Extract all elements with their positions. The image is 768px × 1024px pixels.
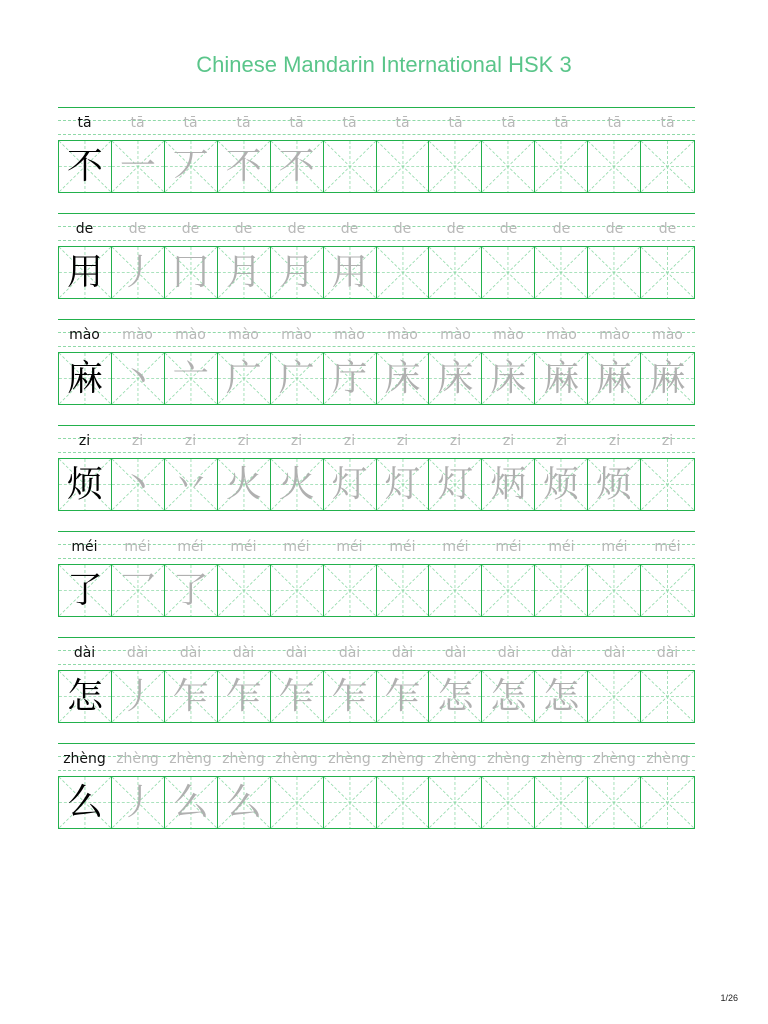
pinyin-trace: méi	[442, 539, 469, 555]
model-character: 么	[66, 781, 103, 823]
guide-lines	[324, 141, 376, 192]
practice-cell[interactable]	[324, 141, 377, 192]
model-cell	[59, 141, 112, 192]
guide-lines	[482, 141, 534, 192]
pinyin-trace: de	[605, 221, 624, 237]
stroke-trace: 灯	[437, 463, 474, 505]
practice-cell[interactable]	[271, 459, 324, 510]
stroke-trace: 乍	[225, 675, 262, 717]
pinyin-trace: tā	[395, 115, 410, 131]
practice-cell[interactable]	[377, 247, 430, 298]
practice-row	[58, 425, 695, 531]
practice-cell[interactable]	[218, 777, 271, 828]
practice-cell[interactable]	[482, 459, 535, 510]
pinyin-label: tā	[77, 115, 92, 131]
model-character: 怎	[66, 675, 103, 717]
pinyin-trace: zi	[396, 433, 409, 449]
practice-cell[interactable]	[112, 671, 165, 722]
pinyin-trace: de	[287, 221, 306, 237]
pinyin-label: zi	[78, 433, 91, 449]
practice-cell[interactable]	[429, 459, 482, 510]
practice-cell[interactable]	[429, 565, 482, 616]
practice-cell[interactable]	[588, 459, 641, 510]
pinyin-trace: dài	[444, 645, 467, 661]
practice-cell[interactable]	[218, 671, 271, 722]
practice-cell[interactable]	[377, 565, 430, 616]
pinyin-trace: mào	[652, 327, 683, 343]
guide-lines	[535, 777, 587, 828]
practice-cell[interactable]	[588, 247, 641, 298]
pinyin-trace: mào	[122, 327, 153, 343]
model-character: 用	[66, 251, 103, 293]
practice-cell[interactable]	[324, 247, 377, 298]
practice-cell[interactable]	[112, 777, 165, 828]
practice-cell[interactable]	[482, 247, 535, 298]
pinyin-label: mào	[69, 327, 100, 343]
practice-cell[interactable]	[324, 777, 377, 828]
pinyin-trace: de	[446, 221, 465, 237]
pinyin-trace: de	[499, 221, 518, 237]
practice-cell[interactable]	[112, 247, 165, 298]
guide-lines	[535, 565, 587, 616]
guide-lines	[641, 565, 694, 616]
guide-lines	[377, 777, 429, 828]
practice-cell[interactable]	[324, 459, 377, 510]
guide-lines	[588, 247, 640, 298]
model-character: 麻	[66, 357, 103, 399]
pinyin-trace: zhèng	[169, 751, 212, 767]
page-number: 1/26	[720, 993, 738, 1003]
guide-lines	[271, 565, 323, 616]
practice-row	[58, 743, 695, 849]
practice-cell[interactable]	[271, 141, 324, 192]
practice-cell[interactable]	[482, 141, 535, 192]
pinyin-trace: de	[234, 221, 253, 237]
practice-cell[interactable]	[324, 565, 377, 616]
model-cell	[59, 459, 112, 510]
pinyin-trace: dài	[338, 645, 361, 661]
character-grid	[58, 246, 695, 299]
pinyin-trace: zhèng	[646, 751, 689, 767]
guide-lines	[324, 565, 376, 616]
pinyin-trace: dài	[126, 645, 149, 661]
practice-row	[58, 319, 695, 425]
pinyin-trace: tā	[130, 115, 145, 131]
character-grid	[58, 670, 695, 723]
pinyin-trace: tā	[448, 115, 463, 131]
practice-cell[interactable]	[429, 353, 482, 404]
practice-cell[interactable]	[535, 565, 588, 616]
guide-lines	[588, 777, 640, 828]
pinyin-trace: dài	[656, 645, 679, 661]
pinyin-trace: méi	[124, 539, 151, 555]
model-character: 了	[66, 569, 103, 611]
practice-cell[interactable]	[165, 671, 218, 722]
model-cell	[59, 565, 112, 616]
practice-cell[interactable]	[324, 671, 377, 722]
stroke-trace: 怎	[490, 675, 527, 717]
pinyin-label: zhèng	[63, 751, 106, 767]
stroke-trace: 乍	[278, 675, 315, 717]
stroke-trace: 丶	[119, 357, 156, 399]
pinyin-row	[58, 107, 695, 134]
page-title: Chinese Mandarin International HSK 3	[196, 52, 572, 77]
practice-cell[interactable]	[112, 353, 165, 404]
pinyin-trace: zi	[502, 433, 515, 449]
practice-cell[interactable]	[641, 353, 694, 404]
pinyin-trace: dài	[285, 645, 308, 661]
stroke-trace: 了	[172, 569, 209, 611]
stroke-trace: 么	[225, 781, 262, 823]
pinyin-trace: tā	[501, 115, 516, 131]
practice-cell[interactable]	[641, 459, 694, 510]
pinyin-trace: de	[393, 221, 412, 237]
guide-lines	[429, 777, 481, 828]
guide-lines	[218, 565, 270, 616]
model-cell	[59, 247, 112, 298]
pinyin-trace: tā	[554, 115, 569, 131]
guide-lines	[482, 247, 534, 298]
pinyin-trace: méi	[230, 539, 257, 555]
stroke-trace: 乍	[331, 675, 368, 717]
pinyin-trace: de	[181, 221, 200, 237]
practice-cell[interactable]	[112, 459, 165, 510]
stroke-trace: 广	[225, 357, 262, 399]
practice-cell[interactable]	[429, 777, 482, 828]
guide-lines	[429, 565, 481, 616]
pinyin-trace: de	[128, 221, 147, 237]
practice-row	[58, 531, 695, 637]
pinyin-trace: dài	[497, 645, 520, 661]
guide-lines	[641, 459, 694, 510]
guide-lines	[535, 247, 587, 298]
practice-cell[interactable]	[377, 141, 430, 192]
pinyin-trace: mào	[493, 327, 524, 343]
guide-lines	[588, 141, 640, 192]
stroke-trace: 床	[490, 357, 527, 399]
guide-lines	[324, 777, 376, 828]
stroke-trace: 丷	[172, 463, 209, 505]
practice-cell[interactable]	[429, 671, 482, 722]
practice-cell[interactable]	[535, 141, 588, 192]
pinyin-trace: zi	[131, 433, 144, 449]
stroke-trace: 一	[119, 145, 156, 187]
stroke-trace: 乍	[172, 675, 209, 717]
practice-cell[interactable]	[377, 671, 430, 722]
practice-cell[interactable]	[218, 141, 271, 192]
pinyin-trace: mào	[387, 327, 418, 343]
stroke-trace: 月	[225, 251, 262, 293]
stroke-trace: 丿	[119, 251, 156, 293]
stroke-trace: 冂	[172, 251, 209, 293]
pinyin-trace: zhèng	[434, 751, 477, 767]
model-cell	[59, 777, 112, 828]
practice-cell[interactable]	[271, 247, 324, 298]
stroke-trace: 不	[225, 145, 262, 187]
practice-cell[interactable]	[641, 777, 694, 828]
pinyin-trace: de	[340, 221, 359, 237]
pinyin-trace: méi	[654, 539, 681, 555]
stroke-trace: 麻	[649, 357, 686, 399]
practice-cell[interactable]	[588, 777, 641, 828]
pinyin-trace: zi	[661, 433, 674, 449]
model-cell	[59, 671, 112, 722]
pinyin-label: méi	[71, 539, 98, 555]
practice-cell[interactable]	[112, 565, 165, 616]
character-grid	[58, 458, 695, 511]
practice-cell[interactable]	[641, 141, 694, 192]
guide-lines	[641, 141, 694, 192]
practice-cell[interactable]	[588, 353, 641, 404]
practice-cell[interactable]	[271, 671, 324, 722]
pinyin-trace: mào	[599, 327, 630, 343]
pinyin-label: dài	[73, 645, 96, 661]
pinyin-trace: zi	[237, 433, 250, 449]
pinyin-trace: zi	[608, 433, 621, 449]
practice-cell[interactable]	[165, 353, 218, 404]
practice-cell[interactable]	[588, 565, 641, 616]
pinyin-trace: zhèng	[116, 751, 159, 767]
model-cell	[59, 353, 112, 404]
pinyin-trace: zi	[290, 433, 303, 449]
pinyin-trace: de	[552, 221, 571, 237]
pinyin-trace: tā	[342, 115, 357, 131]
practice-cell[interactable]	[588, 141, 641, 192]
practice-cell[interactable]	[324, 353, 377, 404]
practice-cell[interactable]	[165, 459, 218, 510]
guide-lines	[641, 671, 694, 722]
guide-lines	[588, 671, 640, 722]
pinyin-row	[58, 425, 695, 452]
practice-cell[interactable]	[641, 671, 694, 722]
pinyin-row	[58, 531, 695, 558]
stroke-trace: 丿	[119, 675, 156, 717]
stroke-trace: 火	[278, 463, 315, 505]
practice-sheet	[58, 107, 695, 849]
pinyin-trace: méi	[283, 539, 310, 555]
stroke-trace: 炳	[490, 463, 527, 505]
practice-cell[interactable]	[482, 671, 535, 722]
character-grid	[58, 352, 695, 405]
pinyin-trace: zhèng	[328, 751, 371, 767]
guide-lines	[429, 141, 481, 192]
pinyin-trace: zhèng	[487, 751, 530, 767]
stroke-trace: 月	[278, 251, 315, 293]
pinyin-trace: dài	[232, 645, 255, 661]
practice-cell[interactable]	[165, 565, 218, 616]
pinyin-trace: tā	[660, 115, 675, 131]
practice-cell[interactable]	[271, 777, 324, 828]
character-grid	[58, 564, 695, 617]
pinyin-trace: mào	[334, 327, 365, 343]
stroke-trace: 亠	[172, 357, 209, 399]
character-grid	[58, 140, 695, 193]
pinyin-trace: tā	[236, 115, 251, 131]
pinyin-trace: zhèng	[593, 751, 636, 767]
practice-cell[interactable]	[482, 565, 535, 616]
pinyin-trace: zhèng	[381, 751, 424, 767]
guide-lines	[429, 247, 481, 298]
character-grid	[58, 776, 695, 829]
pinyin-trace: mào	[175, 327, 206, 343]
practice-cell[interactable]	[165, 141, 218, 192]
guide-lines	[271, 777, 323, 828]
practice-row	[58, 213, 695, 319]
stroke-trace: 火	[225, 463, 262, 505]
guide-lines	[482, 565, 534, 616]
practice-cell[interactable]	[112, 141, 165, 192]
pinyin-trace: de	[658, 221, 677, 237]
guide-lines	[377, 141, 429, 192]
stroke-trace: 乍	[384, 675, 421, 717]
stroke-trace: 烦	[543, 463, 580, 505]
practice-row	[58, 637, 695, 743]
guide-lines	[377, 247, 429, 298]
practice-cell[interactable]	[218, 565, 271, 616]
pinyin-trace: méi	[548, 539, 575, 555]
practice-cell[interactable]	[429, 141, 482, 192]
pinyin-trace: dài	[603, 645, 626, 661]
pinyin-row	[58, 743, 695, 770]
stroke-trace: 乛	[119, 569, 156, 611]
stroke-trace: 麻	[543, 357, 580, 399]
stroke-trace: 广	[278, 357, 315, 399]
pinyin-trace: dài	[550, 645, 573, 661]
stroke-trace: 丆	[172, 145, 209, 187]
pinyin-trace: zhèng	[540, 751, 583, 767]
model-character: 烦	[66, 463, 103, 505]
practice-cell[interactable]	[377, 777, 430, 828]
practice-cell[interactable]	[588, 671, 641, 722]
stroke-trace: 用	[331, 251, 368, 293]
practice-cell[interactable]	[482, 777, 535, 828]
pinyin-trace: zi	[343, 433, 356, 449]
pinyin-trace: zi	[449, 433, 462, 449]
pinyin-row	[58, 319, 695, 346]
pinyin-trace: zi	[555, 433, 568, 449]
stroke-trace: 床	[384, 357, 421, 399]
stroke-trace: 灯	[384, 463, 421, 505]
pinyin-trace: dài	[179, 645, 202, 661]
stroke-trace: 怎	[437, 675, 474, 717]
pinyin-label: de	[75, 221, 94, 237]
model-character: 不	[66, 145, 103, 187]
pinyin-trace: tā	[183, 115, 198, 131]
pinyin-trace: dài	[391, 645, 414, 661]
pinyin-trace: zhèng	[275, 751, 318, 767]
stroke-trace: 怎	[543, 675, 580, 717]
guide-lines	[535, 141, 587, 192]
stroke-trace: 麻	[596, 357, 633, 399]
stroke-trace: 烦	[596, 463, 633, 505]
practice-cell[interactable]	[535, 671, 588, 722]
guide-lines	[641, 777, 694, 828]
stroke-trace: 床	[437, 357, 474, 399]
practice-cell[interactable]	[377, 459, 430, 510]
stroke-trace: 丿	[119, 781, 156, 823]
pinyin-trace: méi	[601, 539, 628, 555]
pinyin-trace: mào	[281, 327, 312, 343]
pinyin-trace: zi	[184, 433, 197, 449]
practice-cell[interactable]	[218, 353, 271, 404]
stroke-trace: 丶	[119, 463, 156, 505]
practice-cell[interactable]	[218, 247, 271, 298]
practice-cell[interactable]	[535, 247, 588, 298]
practice-cell[interactable]	[535, 353, 588, 404]
stroke-trace: 灯	[331, 463, 368, 505]
practice-cell[interactable]	[641, 565, 694, 616]
practice-cell[interactable]	[218, 459, 271, 510]
pinyin-trace: méi	[177, 539, 204, 555]
practice-cell[interactable]	[271, 565, 324, 616]
practice-cell[interactable]	[165, 777, 218, 828]
practice-cell[interactable]	[165, 247, 218, 298]
stroke-trace: 么	[172, 781, 209, 823]
practice-row	[58, 107, 695, 213]
practice-cell[interactable]	[641, 247, 694, 298]
guide-lines	[588, 565, 640, 616]
stroke-trace: 庁	[331, 357, 368, 399]
pinyin-trace: méi	[495, 539, 522, 555]
pinyin-trace: tā	[289, 115, 304, 131]
stroke-trace: 不	[278, 145, 315, 187]
practice-cell[interactable]	[377, 353, 430, 404]
pinyin-trace: méi	[336, 539, 363, 555]
practice-cell[interactable]	[482, 353, 535, 404]
practice-cell[interactable]	[271, 353, 324, 404]
guide-lines	[482, 777, 534, 828]
pinyin-trace: tā	[607, 115, 622, 131]
pinyin-trace: zhèng	[222, 751, 265, 767]
pinyin-trace: mào	[228, 327, 259, 343]
pinyin-trace: méi	[389, 539, 416, 555]
guide-lines	[641, 247, 694, 298]
practice-cell[interactable]	[535, 459, 588, 510]
guide-lines	[377, 565, 429, 616]
practice-cell[interactable]	[535, 777, 588, 828]
pinyin-trace: mào	[546, 327, 577, 343]
pinyin-row	[58, 637, 695, 664]
pinyin-row	[58, 213, 695, 240]
pinyin-trace: mào	[440, 327, 471, 343]
practice-cell[interactable]	[429, 247, 482, 298]
